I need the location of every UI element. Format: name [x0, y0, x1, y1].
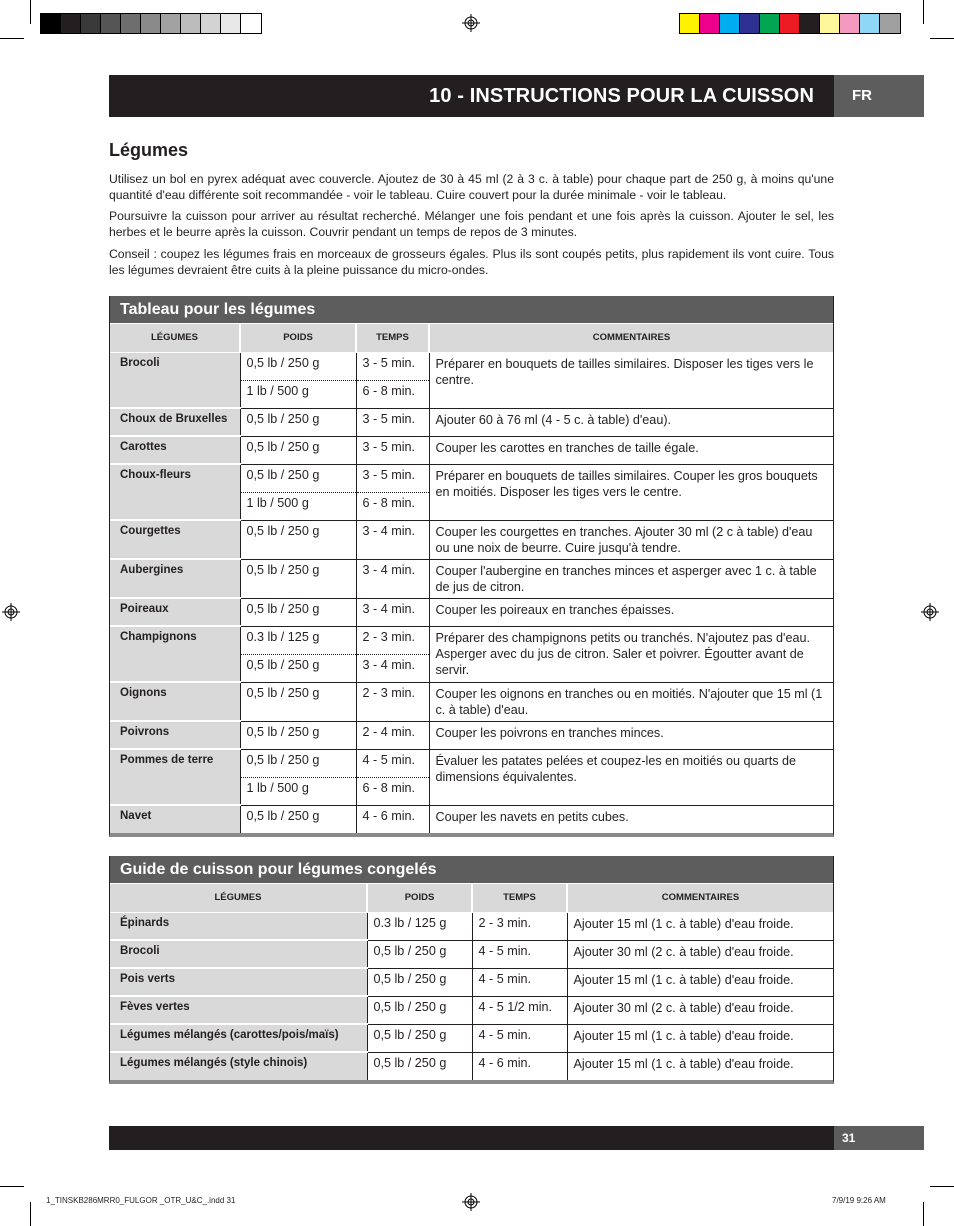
comment-cell: Ajouter 15 ml (1 c. à table) d'eau froide.	[567, 1052, 833, 1080]
color-swatch	[880, 14, 900, 33]
crop-mark	[923, 0, 924, 24]
weight-cell: 0.3 lb / 125 g	[367, 912, 472, 940]
comment-cell: Couper l'aubergine en tranches minces et asperger avec 1 c. à table de jus de citron.	[429, 559, 833, 598]
time-cell: 2 - 4 min.	[356, 721, 429, 749]
column-header-weight: POIDS	[367, 884, 472, 912]
comment-cell: Couper les courgettes en tranches. Ajouter 30 ml (2 c à table) d'eau ou une noix de beurre. Cuire jusqu'à tendre.	[429, 520, 833, 559]
time-cell: 3 - 4 min.	[356, 559, 429, 598]
comment-cell: Ajouter 15 ml (1 c. à table) d'eau froide.	[567, 1024, 833, 1052]
registration-mark-icon	[462, 14, 480, 32]
weight-cell: 0,5 lb / 250 g	[240, 749, 356, 777]
color-swatch	[241, 14, 261, 33]
weight-cell: 1 lb / 500 g	[240, 380, 356, 408]
comment-cell: Préparer des champignons petits ou tranchés. N'ajoutez pas d'eau. Asperger avec du jus de citron. Saler et poivrer. Égoutter avant de servir.	[429, 626, 833, 682]
comment-cell: Préparer en bouquets de tailles similaires. Disposer les tiges vers le centre.	[429, 352, 833, 408]
table-row	[110, 721, 833, 749]
time-cell: 3 - 4 min.	[356, 654, 429, 682]
table-row	[110, 352, 833, 380]
color-swatch	[221, 14, 241, 33]
weight-cell: 1 lb / 500 g	[240, 492, 356, 520]
vegetable-name: Navet	[110, 805, 240, 833]
table-row	[110, 559, 833, 598]
time-cell: 6 - 8 min.	[356, 777, 429, 805]
table-row	[110, 805, 833, 833]
weight-cell: 0,5 lb / 250 g	[367, 1052, 472, 1080]
crop-mark	[30, 1202, 31, 1226]
vegetable-name: Oignons	[110, 682, 240, 721]
time-cell: 2 - 3 min.	[356, 626, 429, 654]
crop-mark	[923, 1202, 924, 1226]
time-cell: 3 - 4 min.	[356, 598, 429, 626]
time-cell: 3 - 5 min.	[356, 352, 429, 380]
weight-cell: 0,5 lb / 250 g	[240, 408, 356, 436]
column-header-vegetables: LÉGUMES	[110, 884, 367, 912]
crop-mark	[0, 1186, 24, 1187]
table-row	[110, 464, 833, 492]
registration-mark-icon	[2, 603, 20, 621]
comment-cell: Couper les poireaux en tranches épaisses.	[429, 598, 833, 626]
weight-cell: 0,5 lb / 250 g	[240, 598, 356, 626]
table-row	[110, 1024, 833, 1052]
color-swatch	[161, 14, 181, 33]
column-header-comments: COMMENTAIRES	[567, 884, 833, 912]
vegetable-name: Pommes de terre	[110, 749, 240, 805]
page-number: 31	[834, 1126, 924, 1150]
page-title: 10 - INSTRUCTIONS POUR LA CUISSON	[429, 85, 814, 107]
vegetables-grid	[110, 324, 833, 833]
footer-bar	[109, 1126, 924, 1150]
weight-cell: 0,5 lb / 250 g	[240, 520, 356, 559]
vegetable-name: Poireaux	[110, 598, 240, 626]
time-cell: 2 - 3 min.	[472, 912, 567, 940]
time-cell: 4 - 5 min.	[356, 749, 429, 777]
process-color-bar	[679, 13, 901, 34]
color-swatch	[680, 14, 700, 33]
column-header-time: TEMPS	[356, 324, 429, 352]
vegetable-name: Fèves vertes	[110, 996, 367, 1024]
vegetable-name: Légumes mélangés (style chinois)	[110, 1052, 367, 1080]
vegetable-name: Brocoli	[110, 940, 367, 968]
color-swatch	[800, 14, 820, 33]
intro-paragraph: Conseil : coupez les légumes frais en morceaux de grosseurs égales. Plus ils sont coupés petits, plus rapidement ils vont cuire. Tous les légumes devraient être cuits à la pleine puissance du micro-ondes.	[109, 247, 834, 277]
table-row	[110, 1052, 833, 1080]
crop-mark	[930, 38, 954, 39]
weight-cell: 0,5 lb / 250 g	[240, 559, 356, 598]
print-timestamp: 7/9/19 9:26 AM	[832, 1196, 886, 1205]
comment-cell: Couper les oignons en tranches ou en moitiés. N'ajouter que 15 ml (1 c. à table) d'eau.	[429, 682, 833, 721]
table-row	[110, 598, 833, 626]
table-row	[110, 436, 833, 464]
language-badge: FR	[834, 75, 924, 117]
comment-cell: Ajouter 30 ml (2 c. à table) d'eau froide.	[567, 940, 833, 968]
comment-cell: Ajouter 15 ml (1 c. à table) d'eau froide.	[567, 912, 833, 940]
column-header-vegetables: LÉGUMES	[110, 324, 240, 352]
color-swatch	[181, 14, 201, 33]
time-cell: 4 - 6 min.	[356, 805, 429, 833]
color-swatch	[201, 14, 221, 33]
color-swatch	[740, 14, 760, 33]
table-row	[110, 912, 833, 940]
vegetable-name: Pois verts	[110, 968, 367, 996]
weight-cell: 0,5 lb / 250 g	[367, 968, 472, 996]
color-swatch	[780, 14, 800, 33]
intro-paragraph: Poursuivre la cuisson pour arriver au résultat recherché. Mélanger une fois pendant et une fois après la cuisson. Ajouter le sel, les herbes et le beurre après la cuisson. Couvrir pendant un temps de repos de 3 minutes.	[109, 209, 834, 239]
crop-mark	[0, 38, 24, 39]
color-swatch	[41, 14, 61, 33]
weight-cell: 0,5 lb / 250 g	[240, 654, 356, 682]
table-row	[110, 626, 833, 654]
time-cell: 3 - 4 min.	[356, 520, 429, 559]
comment-cell: Préparer en bouquets de tailles similaires. Couper les gros bouquets en moitiés. Disposer les tiges vers le centre.	[429, 464, 833, 520]
weight-cell: 0,5 lb / 250 g	[240, 682, 356, 721]
table-row	[110, 996, 833, 1024]
time-cell: 6 - 8 min.	[356, 380, 429, 408]
vegetable-name: Champignons	[110, 626, 240, 682]
table-row	[110, 749, 833, 777]
table-row	[110, 520, 833, 559]
comment-cell: Couper les carottes en tranches de taille égale.	[429, 436, 833, 464]
color-swatch	[840, 14, 860, 33]
color-swatch	[700, 14, 720, 33]
frozen-vegetables-table	[109, 856, 834, 1084]
weight-cell: 0,5 lb / 250 g	[240, 464, 356, 492]
time-cell: 3 - 5 min.	[356, 464, 429, 492]
weight-cell: 0,5 lb / 250 g	[240, 352, 356, 380]
weight-cell: 0.3 lb / 125 g	[240, 626, 356, 654]
color-swatch	[141, 14, 161, 33]
vegetable-name: Choux de Bruxelles	[110, 408, 240, 436]
weight-cell: 0,5 lb / 250 g	[367, 996, 472, 1024]
column-header-time: TEMPS	[472, 884, 567, 912]
time-cell: 4 - 6 min.	[472, 1052, 567, 1080]
color-swatch	[121, 14, 141, 33]
vegetable-name: Brocoli	[110, 352, 240, 408]
color-swatch	[720, 14, 740, 33]
color-swatch	[860, 14, 880, 33]
vegetable-name: Légumes mélangés (carottes/pois/maïs)	[110, 1024, 367, 1052]
vegetable-name: Aubergines	[110, 559, 240, 598]
vegetable-name: Épinards	[110, 912, 367, 940]
file-slug: 1_TINSKB286MRR0_FULGOR _OTR_U&C_.indd 31	[46, 1196, 236, 1205]
table-row	[110, 940, 833, 968]
time-cell: 4 - 5 1/2 min.	[472, 996, 567, 1024]
registration-mark-icon	[462, 1193, 480, 1211]
crop-mark	[930, 1186, 954, 1187]
time-cell: 3 - 5 min.	[356, 408, 429, 436]
registration-mark-icon	[921, 603, 939, 621]
weight-cell: 0,5 lb / 250 g	[240, 436, 356, 464]
weight-cell: 0,5 lb / 250 g	[240, 805, 356, 833]
color-swatch	[101, 14, 121, 33]
time-cell: 3 - 5 min.	[356, 436, 429, 464]
time-cell: 2 - 3 min.	[356, 682, 429, 721]
time-cell: 6 - 8 min.	[356, 492, 429, 520]
column-header-comments: COMMENTAIRES	[429, 324, 833, 352]
section-heading: Légumes	[109, 140, 189, 160]
weight-cell: 1 lb / 500 g	[240, 777, 356, 805]
comment-cell: Couper les navets en petits cubes.	[429, 805, 833, 833]
comment-cell: Évaluer les patates pelées et coupez-les en moitiés ou quarts de dimensions équivalentes.	[429, 749, 833, 805]
comment-cell: Ajouter 30 ml (2 c. à table) d'eau froide.	[567, 996, 833, 1024]
time-cell: 4 - 5 min.	[472, 968, 567, 996]
comment-cell: Couper les poivrons en tranches minces.	[429, 721, 833, 749]
crop-mark	[30, 0, 31, 24]
comment-cell: Ajouter 60 à 76 ml (4 - 5 c. à table) d'eau).	[429, 408, 833, 436]
table-row	[110, 408, 833, 436]
color-swatch	[760, 14, 780, 33]
time-cell: 4 - 5 min.	[472, 940, 567, 968]
color-swatch	[81, 14, 101, 33]
comment-cell: Ajouter 15 ml (1 c. à table) d'eau froide.	[567, 968, 833, 996]
vegetable-name: Poivrons	[110, 721, 240, 749]
frozen-vegetables-grid	[110, 884, 833, 1080]
table-title: Tableau pour les légumes	[110, 296, 833, 324]
table-row	[110, 968, 833, 996]
weight-cell: 0,5 lb / 250 g	[367, 1024, 472, 1052]
color-swatch	[820, 14, 840, 33]
table-row	[110, 682, 833, 721]
weight-cell: 0,5 lb / 250 g	[240, 721, 356, 749]
time-cell: 4 - 5 min.	[472, 1024, 567, 1052]
color-swatch	[61, 14, 81, 33]
table-title: Guide de cuisson pour légumes congelés	[110, 856, 833, 884]
weight-cell: 0,5 lb / 250 g	[367, 940, 472, 968]
gray-color-bar	[40, 13, 262, 34]
vegetable-name: Choux-fleurs	[110, 464, 240, 520]
column-header-weight: POIDS	[240, 324, 356, 352]
intro-paragraph: Utilisez un bol en pyrex adéquat avec couvercle. Ajoutez de 30 à 45 ml (2 à 3 c. à table) pour chaque part de 250 g, à moins qu'une quantité d'eau différente soit recommandée - voir le tableau. Cuire couvert pour la durée minimale - voir le tableau.	[109, 172, 834, 202]
vegetables-table	[109, 296, 834, 837]
vegetable-name: Courgettes	[110, 520, 240, 559]
vegetable-name: Carottes	[110, 436, 240, 464]
